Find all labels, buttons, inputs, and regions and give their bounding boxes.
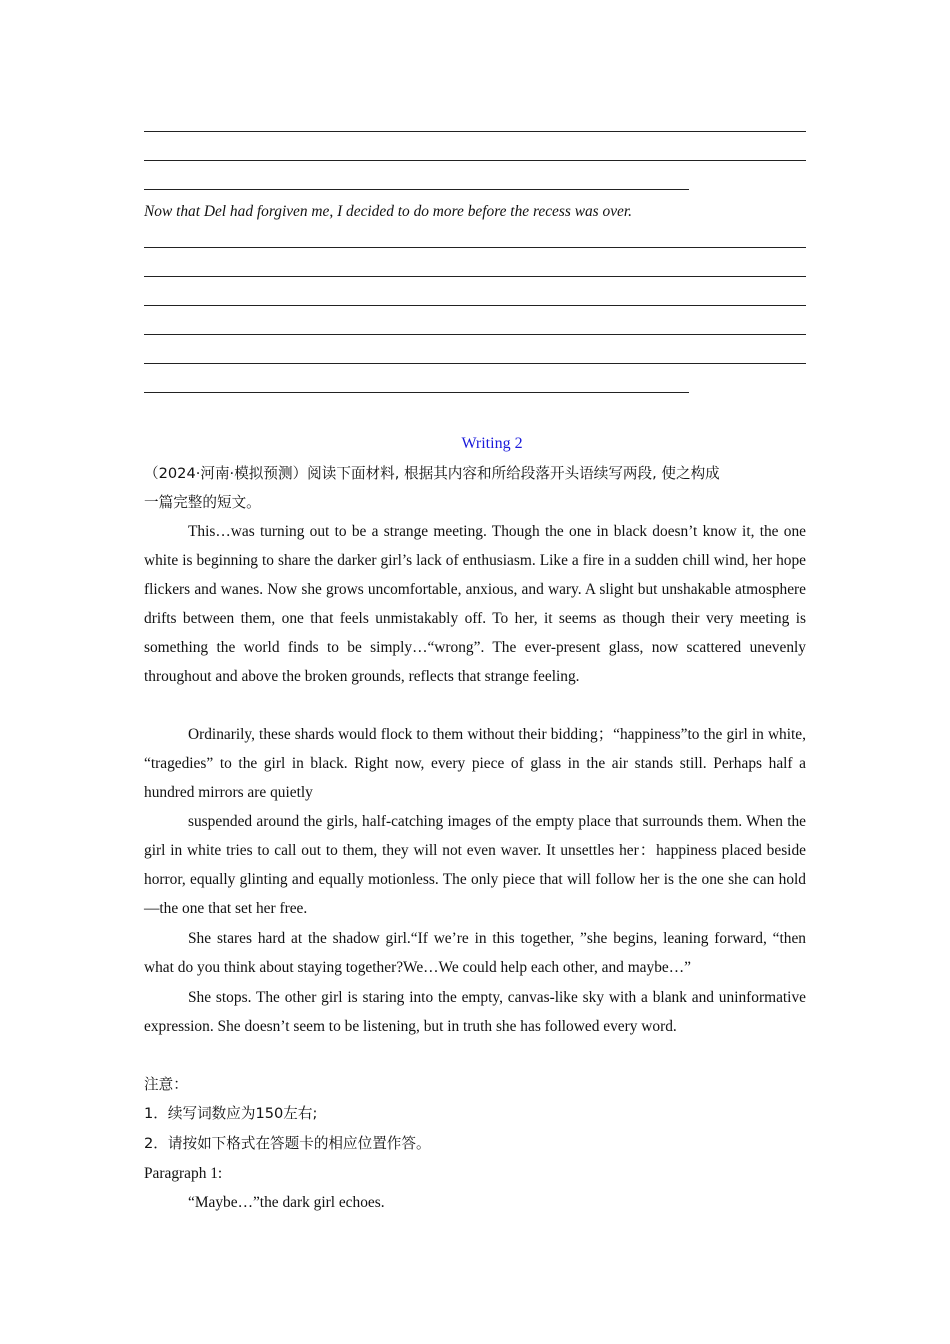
answer-line [144,276,806,277]
answer-line [144,363,806,364]
writing1-prompt: Now that Del had forgiven me, I decided to do more before the recess was over. [144,203,632,220]
note-item: 2．请按如下格式在答题卡的相应位置作答。 [144,1135,431,1152]
answer-line [144,334,806,335]
story-paragraph: She stares hard at the shadow girl.“If we’re in this together, ”she begins, leaning forward, “then what do you think about staying together?We…We could help each other, and maybe…” [144,930,806,977]
paragraph1-start: “Maybe…”the dark girl echoes. [188,1194,385,1211]
instruction-line: （2024·河南·模拟预测）阅读下面材料, 根据其内容和所给段落开头语续写两段, 使之构成 [144,465,720,482]
story-paragraph: Ordinarily, these shards would flock to them without their bidding；“happiness”to the girl in white, “tragedies” to the girl in black. Right now, every piece of glass in the air stands still. Perhaps half a hundred mirrors are quietly [144,726,806,802]
answer-line [144,247,806,248]
answer-line [144,305,806,306]
answer-line [144,160,806,161]
writing2-heading: Writing 2 [461,435,523,452]
story-paragraph: She stops. The other girl is staring into the empty, canvas-like sky with a blank and uninformative expression. She doesn’t seem to be listening, but in truth she has followed every word. [144,989,806,1036]
answer-line [144,189,689,190]
paragraph1-label: Paragraph 1: [144,1165,223,1182]
instruction-line: 一篇完整的短文。 [144,494,261,511]
note-item: 1．续写词数应为150左右; [144,1105,318,1122]
answer-line [144,131,806,132]
notes-title: 注意： [144,1076,188,1093]
answer-line [144,392,689,393]
story-paragraph: This…was turning out to be a strange meeting. Though the one in black doesn’t know it, the one white is beginning to share the darker girl’s lack of enthusiasm. Like a fire in a sudden chill wind, her hope flickers and wanes. Now she grows uncomfortable, anxious, and wary. A slight but unshakable atmosphere drifts between them, one that feels unmistakably off. To her, it seems as though their very meeting is something the world finds to be simply…“wrong”. The ever-present glass, now scattered unevenly throughout and above the broken grounds, reflects that strange feeling. [144,523,806,686]
story-paragraph: suspended around the girls, half-catching images of the empty place that surrounds them. When the girl in white tries to call out to them, they will not even waver. It unsettles her：happiness placed beside horror, equally glinting and equally motionless. The only piece that will follow her is the one she can hold—the one that set her free. [144,813,806,918]
